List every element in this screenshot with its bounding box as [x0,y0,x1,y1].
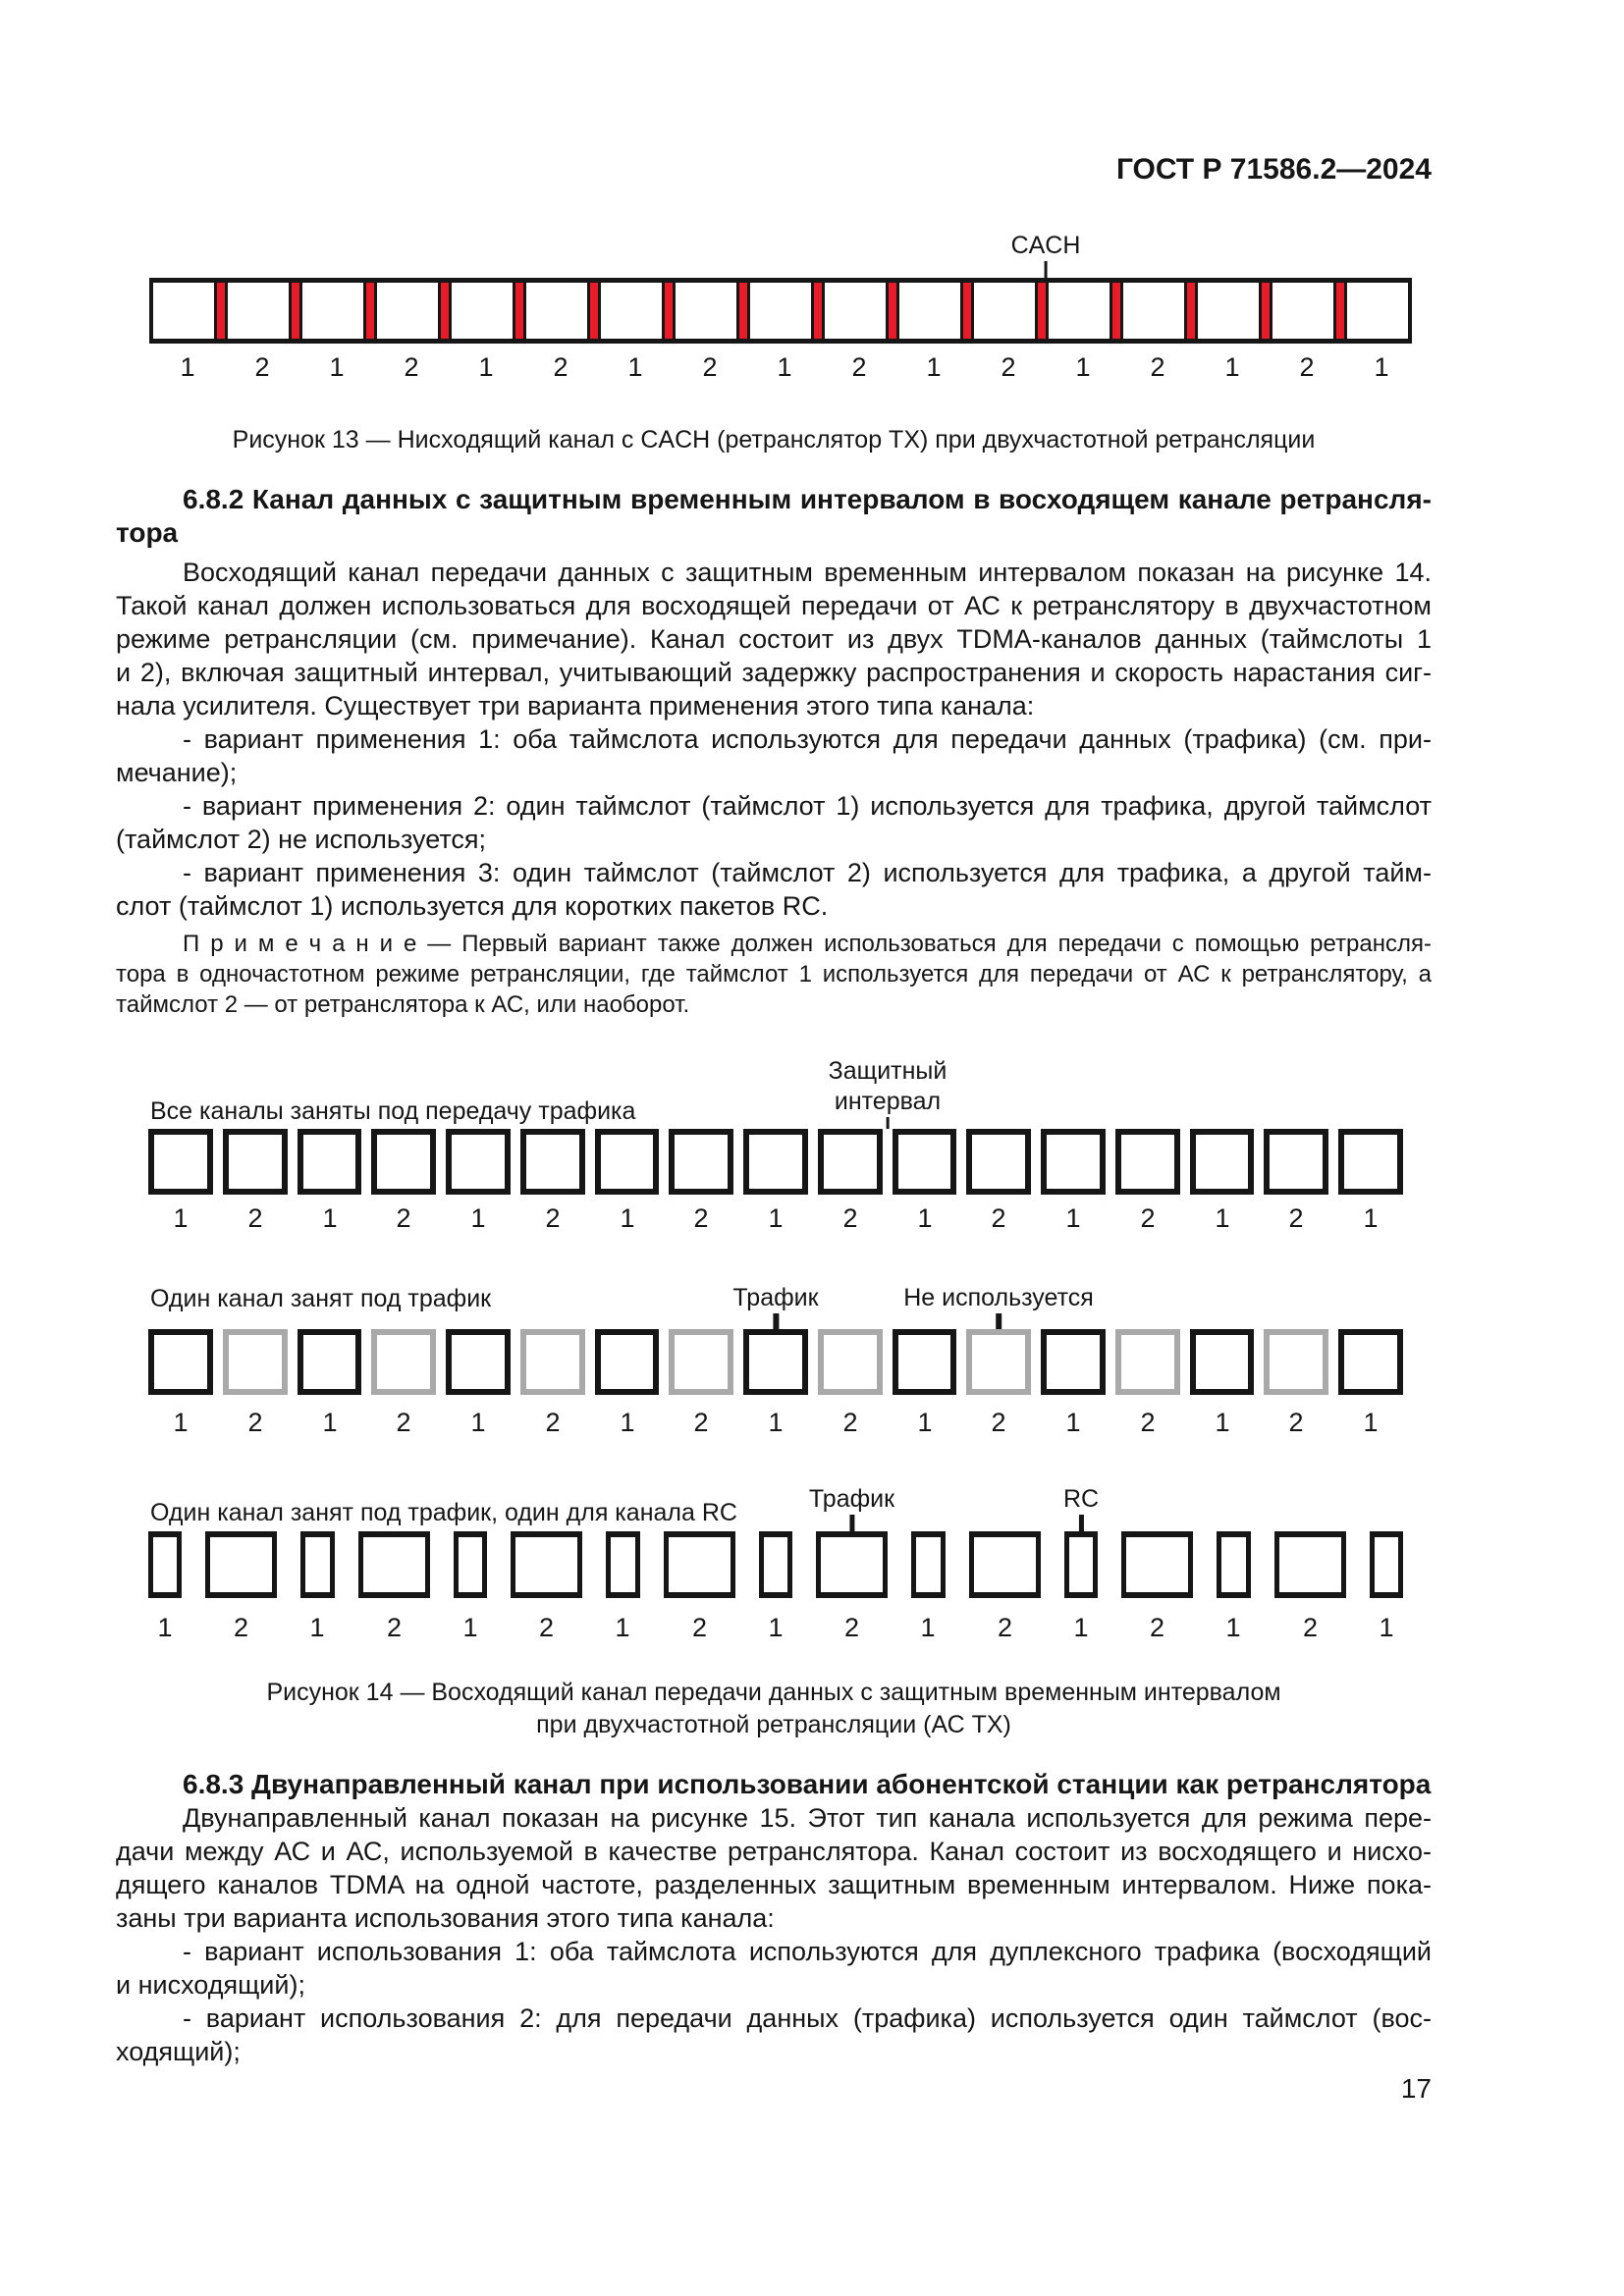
timeslot-number: 1 [1225,1613,1241,1642]
section-6-8-3-heading [116,1768,1432,1801]
timeslot-number: 1 [173,1203,189,1233]
timeslot-box [1217,1531,1250,1598]
timeslot-number: 2 [545,1203,561,1233]
timeslot-number: 1 [1215,1408,1230,1437]
cach-burst [1259,283,1272,339]
timeslot-number: 2 [842,1408,858,1437]
timeslot-number: 1 [309,1613,325,1642]
timeslot-box [520,1129,585,1195]
text-line: - вариант использования 1: оба таймслота используются для дуплексного трафика (восходящий [183,1937,1432,1966]
timeslot-box [899,283,960,339]
pointer [732,1283,818,1329]
pointer-label: интервал [834,1088,942,1115]
timeslot-box [526,283,587,339]
timeslot-number: 2 [1150,352,1165,382]
timeslot-number: 1 [1363,1203,1379,1233]
timeslot-number: 2 [396,1203,411,1233]
timeslot-box [371,1129,436,1195]
timeslot-box [1049,283,1110,339]
timeslot-number: 2 [538,1613,555,1642]
cach-burst [1184,283,1198,339]
timeslot-box [743,1129,808,1195]
figure-row-label: Один канал занят под трафик [150,1285,492,1312]
timeslot-number: 1 [768,1203,784,1233]
timeslot-numbers [148,1202,1403,1234]
timeslot-number: 1 [1363,1408,1379,1437]
timeslot-number: 1 [1065,1408,1081,1437]
timeslot-bar [148,1129,1403,1195]
pointer [829,1056,947,1129]
timeslot-box [302,283,363,339]
timeslot-number: 1 [627,352,643,382]
pointer-label: CACH [1010,232,1081,259]
pointer-label: RC [1062,1485,1100,1513]
timeslot-number: 2 [851,352,867,382]
timeslot-number: 2 [1299,352,1315,382]
timeslot-box [446,1329,511,1395]
section-6-8-2-body [116,556,1432,923]
text-line: - вариант применения 1: оба таймслота используются для передачи данных (трафика) (см. при- [183,724,1432,754]
timeslot-box [669,1329,733,1395]
text-line: Двунаправленный канал показан на рисунке 15. Этот тип канала используется для режима пере- [183,1803,1432,1833]
timeslot-bar [149,278,1412,344]
timeslot-number: 1 [768,1613,784,1642]
timeslot-number: 2 [247,1408,263,1437]
text-line: ходящий); [116,2037,241,2066]
timeslot-box [816,1531,888,1598]
timeslot-box [966,1329,1031,1395]
text-line: тора в одночастотном режиме ретрансляции, где таймслот 1 используется для передачи от АС к ретранслятору, а [116,961,1432,988]
cach-burst [289,283,302,339]
timeslot-number: 2 [991,1408,1006,1437]
text-line: режиме ретрансляции (см. примечание). Канал состоит из двух TDMA-каналов данных (таймслоты 1 [116,624,1432,654]
figure-14-row-traffic-rc [148,1486,1403,1643]
timeslot-number: 2 [1288,1203,1304,1233]
text-line: - вариант использования 2: для передачи данных (трафика) используется один таймслот (вос- [183,2003,1432,2033]
timeslot-box [664,1531,735,1598]
timeslot-number: 1 [1065,1203,1081,1233]
figure-pointer-zone [148,1486,1403,1531]
timeslot-number: 2 [233,1613,249,1642]
timeslot-box [893,1329,957,1395]
cach-burst [960,283,974,339]
cach-burst [214,283,228,339]
timeslot-number: 2 [843,1613,860,1642]
text-line: (таймслот 2) не используется; [116,825,487,854]
pointer [1011,231,1081,278]
timeslot-number: 1 [322,1408,338,1437]
text-line: дящего каналов TDMA на одной частоте, разделенных защитным временным интервалом. Ниже пока- [116,1870,1432,1899]
timeslot-box [750,283,811,339]
pointer-line [886,1117,889,1129]
text-line: слот (таймслот 1) используется для коротких пакетов RC. [116,891,829,921]
figure-row-label: Один канал занят под трафик, один для канала RC [150,1499,737,1526]
timeslot-box [825,283,886,339]
text-line: - вариант применения 2: один таймслот (таймслот 1) используется для трафика, другой таймслот [183,791,1432,821]
cach-burst [886,283,899,339]
pointer-label: Защитный [828,1057,947,1085]
timeslot-box [818,1129,883,1195]
timeslot-box [1272,283,1333,339]
timeslot-number: 1 [615,1613,630,1642]
timeslot-box [818,1329,883,1395]
text-line: - вариант применения 3: один таймслот (таймслот 2) используется для трафика, а другой тайм- [183,858,1432,887]
timeslot-box [595,1329,660,1395]
timeslot-box [452,283,513,339]
cach-burst [811,283,825,339]
section-6-8-3-body [116,1801,1432,2068]
timeslot-number: 1 [1379,1613,1394,1642]
pointer-line [773,1313,779,1329]
timeslot-box [595,1129,660,1195]
timeslot-number: 1 [322,1203,338,1233]
timeslot-box [1198,283,1259,339]
timeslot-number: 2 [404,352,419,382]
timeslot-box [454,1531,487,1598]
timeslot-number: 2 [247,1203,263,1233]
timeslot-box [969,1531,1041,1598]
timeslot-number: 2 [693,1408,709,1437]
figure-14-row-all-traffic [148,1058,1403,1234]
timeslot-box [743,1329,808,1395]
figure-14-caption-line: при двухчастотной ретрансляции (АС TX) [536,1711,1011,1738]
timeslot-number: 1 [1224,352,1240,382]
timeslot-number: 1 [157,1613,173,1642]
timeslot-box [148,1329,213,1395]
heading-line: тора [116,517,179,548]
timeslot-number: 1 [1215,1203,1230,1233]
timeslot-number: 1 [329,352,345,382]
timeslot-box [1115,1329,1180,1395]
timeslot-box [606,1531,639,1598]
section-6-8-2-heading [116,483,1432,550]
timeslot-number: 2 [1001,352,1016,382]
timeslot-box [759,1531,792,1598]
timeslot-number: 2 [386,1613,403,1642]
timeslot-number: 2 [1149,1613,1165,1642]
timeslot-box [148,1531,182,1598]
timeslot-box [520,1329,585,1395]
timeslot-bar [148,1329,1403,1395]
pointer-label: Трафик [808,1485,895,1513]
timeslot-number: 1 [620,1408,635,1437]
cach-burst [662,283,676,339]
text-line: и нисходящий); [116,1970,305,2000]
timeslot-box [1190,1129,1255,1195]
pointer-label: Трафик [732,1284,819,1311]
cach-burst [438,283,452,339]
timeslot-box [1123,283,1184,339]
timeslot-number: 2 [842,1203,858,1233]
heading-line: 6.8.2 Канал данных с защитным временным интервалом в восходящем канале ретрансля- [183,484,1432,514]
timeslot-number: 1 [920,1613,936,1642]
text-line: и 2), включая защитный интервал, учитывающий задержку распространения и скорость нарастания сиг- [116,658,1432,687]
timeslot-number: 2 [254,352,270,382]
timeslot-box [1338,1329,1403,1395]
timeslot-number: 1 [768,1408,784,1437]
pointer [903,1283,1094,1329]
figure-13-caption: Рисунок 13 — Нисходящий канал с CACH (ретранслятор TX) при двухчастотной ретрансляции [232,426,1316,454]
timeslot-number: 1 [478,352,494,382]
cach-burst [736,283,750,339]
timeslot-number: 1 [1073,1613,1089,1642]
timeslot-number: 2 [691,1613,708,1642]
timeslot-box [1190,1329,1255,1395]
timeslot-number: 1 [917,1408,933,1437]
timeslot-number: 1 [173,1408,189,1437]
figure-14-caption [116,1677,1432,1741]
cach-burst [363,283,377,339]
timeslot-number: 2 [991,1203,1006,1233]
section-6-8-2-note [116,929,1432,1020]
timeslot-number: 1 [777,352,792,382]
text-line: мечание); [116,758,238,787]
timeslot-number: 1 [470,1203,486,1233]
text-line: дачи между АС и АС, используемой в качестве ретранслятора. Канал состоит из восходящего и нисхо- [116,1837,1432,1866]
timeslot-box [676,283,736,339]
cach-burst [587,283,601,339]
timeslot-number: 2 [1302,1613,1319,1642]
timeslot-number: 1 [462,1613,478,1642]
timeslot-box [1064,1531,1098,1598]
timeslot-box [1041,1129,1106,1195]
figure-14-caption-line: Рисунок 14 — Восходящий канал передачи данных с защитным временным интервалом [266,1679,1281,1706]
timeslot-bar [148,1531,1403,1598]
timeslot-box [1264,1129,1328,1195]
timeslot-box [223,1129,288,1195]
timeslot-box [1338,1129,1403,1195]
timeslot-box [153,283,214,339]
timeslot-numbers [149,351,1412,383]
timeslot-number: 2 [545,1408,561,1437]
timeslot-box [371,1329,436,1395]
timeslot-box [511,1531,582,1598]
timeslot-number: 2 [396,1408,411,1437]
timeslot-box [1274,1531,1346,1598]
figure-pointer-zone [149,232,1412,278]
pointer-line [849,1515,854,1531]
timeslot-box [358,1531,430,1598]
timeslot-number: 2 [553,352,568,382]
pointer [1063,1484,1099,1531]
timeslot-box [1264,1329,1328,1395]
timeslot-box [601,283,662,339]
figure-row-label: Все каналы заняты под передачу трафика [150,1097,636,1125]
pointer-line [996,1313,1001,1329]
text-line: Такой канал должен использоваться для восходящей передачи от АС к ретранслятору в двухчастотном [116,591,1432,620]
timeslot-box [228,283,289,339]
heading-line: 6.8.3 Двунаправленный канал при использовании абонентской станции как ретранслятора [183,1769,1432,1799]
page-number: 17 [1400,2073,1432,2104]
timeslot-box [377,283,438,339]
timeslot-box [1041,1329,1106,1395]
pointer-label: Не используется [903,1284,1094,1311]
timeslot-box [205,1531,277,1598]
timeslot-number: 1 [180,352,195,382]
figure-13-downlink-cach [149,232,1412,383]
timeslot-number: 2 [693,1203,709,1233]
timeslot-box [1115,1129,1180,1195]
timeslot-number: 2 [1288,1408,1304,1437]
figure-pointer-zone [148,1282,1403,1329]
text-line: Восходящий канал передачи данных с защитным временным интервалом показан на рисунке 14. [183,558,1432,587]
pointer-line [1078,1515,1083,1531]
timeslot-box [148,1129,213,1195]
timeslot-box [893,1129,957,1195]
timeslot-box [669,1129,733,1195]
pointer-line [1045,261,1048,278]
timeslot-box [1370,1531,1403,1598]
timeslot-numbers [148,1407,1403,1438]
timeslot-box [300,1531,334,1598]
timeslot-box [298,1329,362,1395]
text-line: П р и м е ч а н и е — Первый вариант также должен использоваться для передачи с помощью ретрансля- [183,931,1432,957]
cach-burst [1333,283,1347,339]
timeslot-number: 1 [1075,352,1091,382]
timeslot-box [966,1129,1031,1195]
timeslot-number: 2 [997,1613,1013,1642]
figure-pointer-zone [148,1058,1403,1129]
timeslot-number: 2 [702,352,718,382]
timeslot-number: 2 [1140,1203,1156,1233]
pointer [809,1484,894,1531]
timeslot-numbers [148,1612,1403,1643]
timeslot-box [1121,1531,1193,1598]
timeslot-box [446,1129,511,1195]
timeslot-box [1347,283,1408,339]
timeslot-number: 1 [620,1203,635,1233]
timeslot-box [223,1329,288,1395]
timeslot-number: 2 [1140,1408,1156,1437]
timeslot-box [911,1531,945,1598]
cach-burst [1110,283,1123,339]
timeslot-number: 1 [470,1408,486,1437]
timeslot-number: 1 [917,1203,933,1233]
cach-burst [1035,283,1049,339]
figure-14-row-one-traffic [148,1282,1403,1438]
document-code: ГОСТ Р 71586.2—2024 [1115,153,1432,186]
cach-burst [513,283,526,339]
timeslot-number: 1 [926,352,942,382]
text-line: заны три варианта использования этого типа канала: [116,1903,775,1933]
text-line: таймслот 2 — от ретранслятора к АС, или наоборот. [116,991,690,1018]
timeslot-number: 1 [1374,352,1389,382]
timeslot-box [974,283,1035,339]
text-line: нала усилителя. Существует три варианта применения этого типа канала: [116,691,1035,721]
timeslot-box [298,1129,362,1195]
